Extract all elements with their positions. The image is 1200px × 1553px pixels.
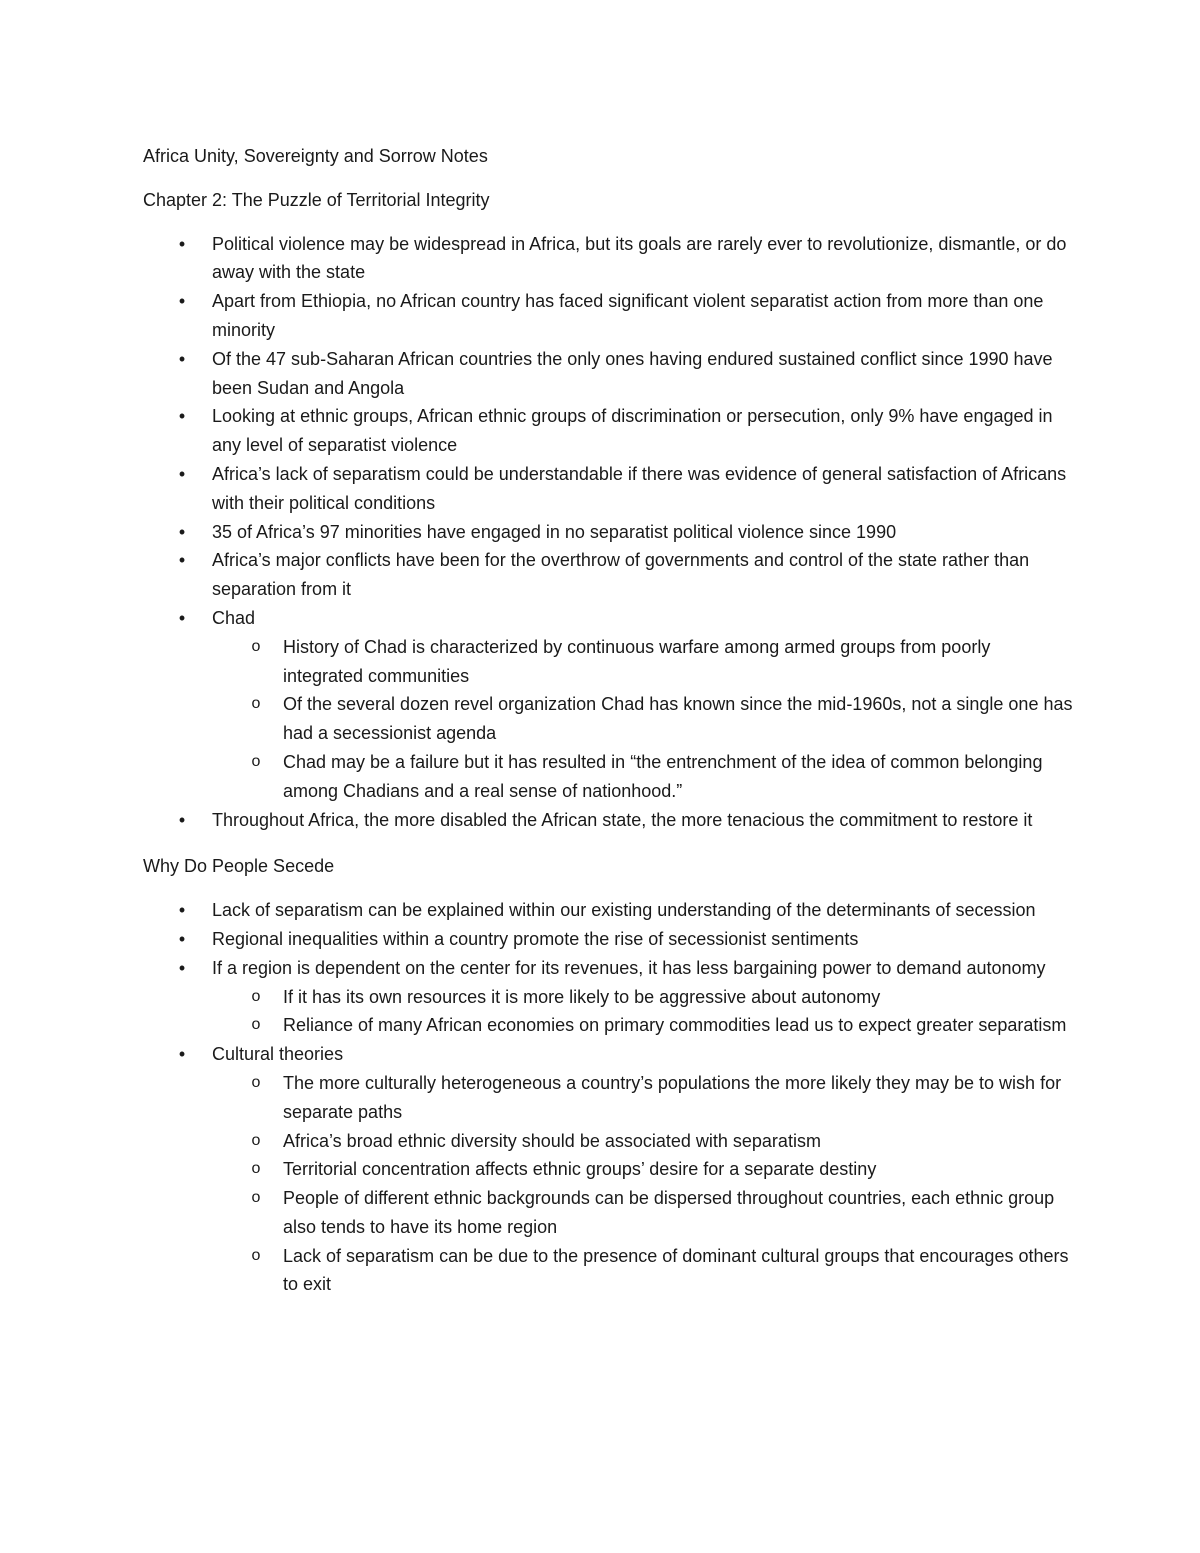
list-item-text: Looking at ethnic groups, African ethnic groups of discrimination or persecution, only 9% have engaged in any level of separatist violence [212,406,1053,456]
list-item-text: Political violence may be widespread in Africa, but its goals are rarely ever to revolutionize, dismantle, or do away with the state [212,233,1067,283]
list-item [143,460,1073,518]
sub-list-item-text: Of the several dozen revel organization Chad has known since the mid-1960s, not a single one has had a secessionist agenda [283,694,1073,744]
sub-bullet-marker: o [251,695,261,713]
bullet-marker: • [178,550,186,571]
sub-list-item-text: History of Chad is characterized by continuous warfare among armed groups from poorly integrated communities [283,636,991,686]
bullet-marker: • [178,521,186,542]
bullet-marker: • [178,291,186,312]
list-item-text: Regional inequalities within a country promote the rise of secessionist sentiments [212,928,859,949]
list-item-text: Africa’s lack of separatism could be understandable if there was evidence of general satisfaction of Africans with their political conditions [212,463,1067,513]
sub-bullet-marker: o [251,1246,261,1264]
sub-list-item-text: Territorial concentration affects ethnic groups’ desire for a separate destiny [283,1159,877,1180]
sub-list-revenues [212,983,1073,1041]
sub-list-item [212,1184,1073,1242]
sub-bullet-marker: o [251,1016,261,1034]
sub-bullet-marker: o [251,1073,261,1091]
bullet-marker: • [178,928,186,949]
list-item [143,345,1073,403]
sub-bullet-marker: o [251,1160,261,1178]
sub-list-item [212,1069,1073,1127]
list-item [143,518,1073,547]
list-item-text: Cultural theories [212,1044,344,1065]
sub-list-item-text: Africa’s broad ethnic diversity should be associated with separatism [283,1130,821,1151]
sub-list-item-text: People of different ethnic backgrounds can be dispersed throughout countries, each ethnic group also tends to have its home region [283,1188,1055,1237]
bullet-marker: • [178,233,186,254]
chapter-heading: Chapter 2: The Puzzle of Territorial Integrity [143,189,490,210]
list-item [143,925,1073,954]
list-item-text: Chad [212,607,256,628]
bullet-marker: • [178,957,186,978]
sub-bullet-marker: o [251,987,261,1005]
bullet-marker: • [178,809,186,830]
sub-list-item [212,748,1073,806]
list-item [143,1040,1073,1299]
list-item-text: Lack of separatism can be explained within our existing understanding of the determinants of secession [212,900,1036,921]
sub-list-item [212,983,1073,1012]
list-item [143,287,1073,345]
bullet-marker: • [178,1044,186,1065]
list-item-text: Throughout Africa, the more disabled the African state, the more tenacious the commitment to restore it [212,809,1033,830]
bullet-marker: • [178,348,186,369]
bullet-marker: • [178,900,186,921]
document-body [143,142,1073,1314]
sub-list-item-text: The more culturally heterogeneous a country’s populations the more likely they may be to wish for separate paths [283,1072,1062,1122]
bullet-marker: • [178,406,186,427]
sub-bullet-marker: o [251,1189,261,1207]
list-item [143,402,1073,460]
list-item-text: Apart from Ethiopia, no African country has faced significant violent separatist action from more than one minority [212,291,1044,340]
sub-list-item-text: Chad may be a failure but it has resulted in “the entrenchment of the idea of common belonging among Chadians and a real sense of nationhood.” [283,751,1043,801]
section-heading: Why Do People Secede [143,856,335,877]
bullet-list-section2 [143,896,1073,1299]
list-item-text: 35 of Africa’s 97 minorities have engaged in no separatist political violence since 1990 [212,521,897,542]
sub-list-item [212,1011,1073,1040]
sub-list-item-text: Reliance of many African economies on primary commodities lead us to expect greater separatism [283,1015,1067,1036]
sub-list-item-text: If it has its own resources it is more likely to be aggressive about autonomy [283,986,881,1007]
document-title: Africa Unity, Sovereignty and Sorrow Notes [143,146,488,166]
sub-bullet-marker: o [251,1131,261,1149]
sub-list-item [212,690,1073,748]
list-item [143,604,1073,806]
list-item [143,806,1073,835]
sub-list-chad [212,633,1073,806]
sub-list-item [212,1155,1073,1184]
bullet-list-section1 [143,230,1073,835]
sub-bullet-marker: o [251,637,261,655]
bullet-marker: • [178,607,186,628]
list-item-text: If a region is dependent on the center for its revenues, it has less bargaining power to demand autonomy [212,957,1046,978]
list-item [143,546,1073,604]
list-item-text: Africa’s major conflicts have been for the overthrow of governments and control of the state rather than separation from it [212,550,1030,600]
bullet-marker: • [178,463,186,484]
sub-list-cultural-theories [212,1069,1073,1299]
sub-list-item [212,633,1073,691]
list-item-text: Of the 47 sub-Saharan African countries the only ones having endured sustained conflict since 1990 have been Sudan and Angola [212,348,1053,398]
sub-bullet-marker: o [251,752,261,770]
list-item [143,896,1073,925]
sub-list-item-text: Lack of separatism can be due to the presence of dominant cultural groups that encourages others to exit [283,1245,1069,1295]
sub-list-item [212,1242,1073,1300]
list-item [143,954,1073,1040]
list-item [143,230,1073,288]
sub-list-item [212,1127,1073,1156]
